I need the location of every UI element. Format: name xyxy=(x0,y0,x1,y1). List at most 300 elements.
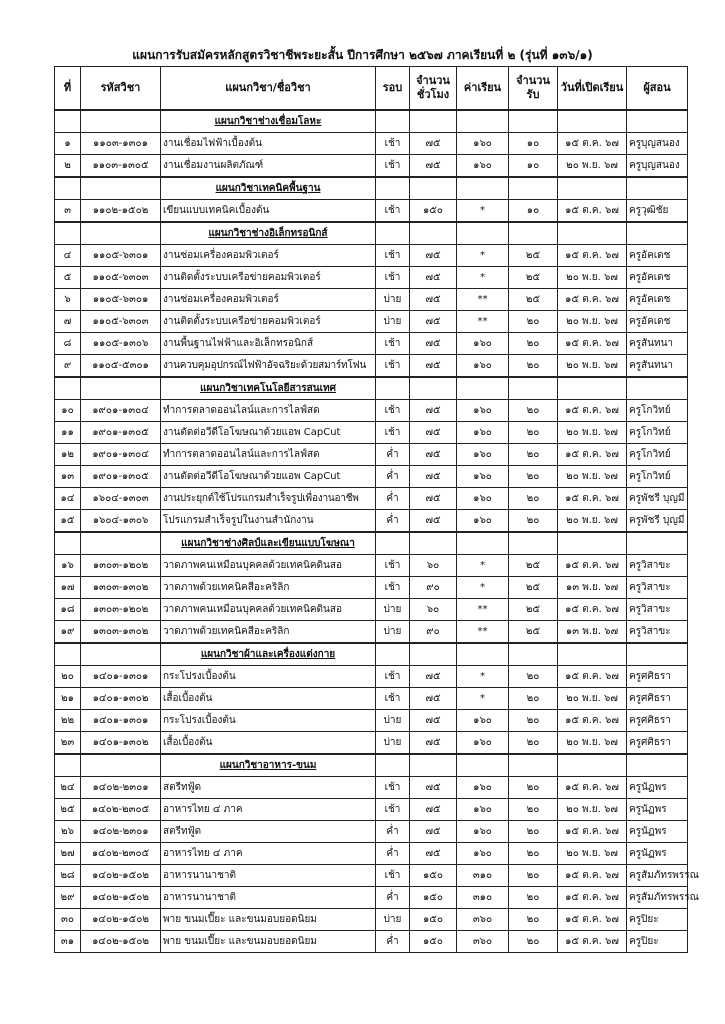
empty-cell xyxy=(55,643,81,666)
empty-cell xyxy=(457,532,509,555)
start-date: ๑๕ ต.ค. ๖๗ xyxy=(558,909,627,931)
course-code: ๑๔๐๒-๒๓๐๑ xyxy=(81,821,161,843)
hours: ๗๕ xyxy=(410,267,457,289)
row-number: ๒๔ xyxy=(55,777,81,799)
row-number: ๒๓ xyxy=(55,732,81,755)
course-name: ทำการตลาดออนไลน์และการไลฟ์สด xyxy=(161,400,376,422)
empty-cell xyxy=(55,177,81,200)
fee: ๑๖๐ xyxy=(457,333,509,355)
header-round: รอบ xyxy=(376,67,410,111)
course-code: ๑๔๐๒-๑๕๐๒ xyxy=(81,909,161,931)
session: เช้า xyxy=(376,777,410,799)
row-number: ๑๑ xyxy=(55,422,81,444)
empty-cell xyxy=(558,532,627,555)
session: ค่ำ xyxy=(376,843,410,865)
hours: ๑๕๐ xyxy=(410,200,457,223)
course-name: อาหารไทย ๔ ภาค xyxy=(161,843,376,865)
hours: ๗๕ xyxy=(410,333,457,355)
course-code: ๑๖๐๔-๑๓๐๓ xyxy=(81,488,161,510)
session: เช้า xyxy=(376,333,410,355)
row-number: ๑๔ xyxy=(55,488,81,510)
fee: ๑๖๐ xyxy=(457,799,509,821)
empty-cell xyxy=(509,532,558,555)
fee: ๓๑๐ xyxy=(457,887,509,909)
hours: ๗๕ xyxy=(410,843,457,865)
fee: ๑๖๐ xyxy=(457,466,509,488)
course-code: ๑๖๐๔-๑๓๐๖ xyxy=(81,510,161,533)
start-date: ๒๐ พ.ย. ๖๗ xyxy=(558,422,627,444)
row-number: ๑๘ xyxy=(55,599,81,621)
start-date: ๑๕ ต.ค. ๖๗ xyxy=(558,710,627,732)
hours: ๗๕ xyxy=(410,710,457,732)
seats: ๒๐ xyxy=(509,887,558,909)
header-no: ที่ xyxy=(55,67,81,111)
course-name: งานพื้นฐานไฟฟ้าและอิเล็กทรอนิกส์ xyxy=(161,333,376,355)
course-code: ๑๙๐๑-๑๓๐๕ xyxy=(81,466,161,488)
teacher: ครูอัคเดช xyxy=(627,311,688,333)
session: เช้า xyxy=(376,355,410,378)
session: ค่ำ xyxy=(376,466,410,488)
department-name: แผนกวิชาช่างเชื่อมโลหะ xyxy=(161,110,376,133)
table-body xyxy=(55,110,699,953)
course-name: งานซ่อมเครื่องคอมพิวเตอร์ xyxy=(161,245,376,267)
header-fee: ค่าเรียน xyxy=(457,67,509,111)
start-date: ๑๕ ต.ค. ๖๗ xyxy=(558,666,627,688)
seats: ๒๕ xyxy=(509,599,558,621)
hours: ๑๕๐ xyxy=(410,931,457,953)
teacher: ครูศศิธรา xyxy=(627,710,688,732)
session: บ่าย xyxy=(376,621,410,644)
fee: * xyxy=(457,200,509,223)
fee: ๑๖๐ xyxy=(457,422,509,444)
teacher: ครูสันทนา xyxy=(627,355,688,378)
start-date: ๑๕ ต.ค. ๖๗ xyxy=(558,400,627,422)
header-teacher: ผู้สอน xyxy=(627,67,688,111)
table-row xyxy=(55,688,688,710)
start-date: ๑๕ ต.ค. ๖๗ xyxy=(558,777,627,799)
session: ค่ำ xyxy=(376,444,410,466)
course-name: สตรีทฟู้ด xyxy=(161,821,376,843)
empty-cell xyxy=(457,377,509,400)
row-number: ๒๑ xyxy=(55,688,81,710)
empty-cell xyxy=(509,177,558,200)
fee: ๓๖๐ xyxy=(457,909,509,931)
session: เช้า xyxy=(376,422,410,444)
department-name: แผนกวิชาเทคโนโลยีสารสนเทศ xyxy=(161,377,376,400)
course-code: ๑๓๐๓-๑๓๐๒ xyxy=(81,577,161,599)
department-name: แผนกวิชาช่างอิเล็กทรอนิกส์ xyxy=(161,222,376,245)
department-header-row xyxy=(55,222,688,245)
table-row xyxy=(55,577,688,599)
row-number: ๒๗ xyxy=(55,843,81,865)
row-number: ๓๐ xyxy=(55,909,81,931)
empty-cell xyxy=(55,377,81,400)
hours: ๙๐ xyxy=(410,621,457,644)
hours: ๗๕ xyxy=(410,510,457,533)
fee: * xyxy=(457,267,509,289)
teacher: ครูวุฒิชัย xyxy=(627,200,688,223)
course-name: งานควบคุมอุปกรณ์ไฟฟ้าอัจฉริยะด้วยสมาร์ทโฟน xyxy=(161,355,376,378)
row-number: ๑๓ xyxy=(55,466,81,488)
table-row xyxy=(55,155,688,178)
course-name: เสื้อเบื้องต้น xyxy=(161,732,376,755)
hours: ๗๕ xyxy=(410,799,457,821)
empty-cell xyxy=(627,754,688,777)
course-name: วาดภาพคนเหมือนบุคคลด้วยเทคนิคดินสอ xyxy=(161,555,376,577)
session: เช้า xyxy=(376,245,410,267)
teacher: ครูอัคเดช xyxy=(627,245,688,267)
course-name: งานซ่อมเครื่องคอมพิวเตอร์ xyxy=(161,289,376,311)
start-date: ๑๕ ต.ค. ๖๗ xyxy=(558,333,627,355)
table-row xyxy=(55,422,688,444)
teacher: ครูอัคเดช xyxy=(627,267,688,289)
table-row xyxy=(55,621,688,644)
course-code: ๑๑๐๕-๖๓๐๓ xyxy=(81,311,161,333)
table-row xyxy=(55,267,688,289)
start-date: ๑๕ ต.ค. ๖๗ xyxy=(558,887,627,909)
empty-cell xyxy=(410,177,457,200)
department-header-row xyxy=(55,110,688,133)
teacher: ครูโกวิทย์ xyxy=(627,422,688,444)
start-date: ๑๕ ต.ค. ๖๗ xyxy=(558,289,627,311)
hours: ๗๕ xyxy=(410,821,457,843)
fee: * xyxy=(457,688,509,710)
hours: ๗๕ xyxy=(410,732,457,755)
start-date: ๒๐ พ.ย. ๖๗ xyxy=(558,732,627,755)
course-name: งานประยุกต์ใช้โปรแกรมสำเร็จรูปเพื่องานอาชีพ xyxy=(161,488,376,510)
session: เช้า xyxy=(376,555,410,577)
course-code: ๑๑๐๕-๖๓๐๓ xyxy=(81,267,161,289)
start-date: ๒๐ พ.ย. ๖๗ xyxy=(558,267,627,289)
table-row xyxy=(55,444,688,466)
teacher: ครูศศิธรา xyxy=(627,666,688,688)
fee: ** xyxy=(457,599,509,621)
hours: ๗๕ xyxy=(410,444,457,466)
row-number: ๓๑ xyxy=(55,931,81,953)
hours: ๗๕ xyxy=(410,688,457,710)
start-date: ๑๕ ต.ค. ๖๗ xyxy=(558,200,627,223)
table-row xyxy=(55,710,688,732)
seats: ๒๐ xyxy=(509,909,558,931)
empty-cell xyxy=(457,754,509,777)
course-name: เสื้อเบื้องต้น xyxy=(161,688,376,710)
hours: ๑๕๐ xyxy=(410,865,457,887)
course-name: งานติดตั้งระบบเครือข่ายคอมพิวเตอร์ xyxy=(161,311,376,333)
session: เช้า xyxy=(376,267,410,289)
table-row xyxy=(55,488,688,510)
teacher: ครูวิสาขะ xyxy=(627,599,688,621)
teacher: ครูนัฏพร xyxy=(627,843,688,865)
start-date: ๒๐ พ.ย. ๖๗ xyxy=(558,311,627,333)
hours: ๖๐ xyxy=(410,555,457,577)
row-number: ๑๒ xyxy=(55,444,81,466)
fee: ** xyxy=(457,289,509,311)
table-row xyxy=(55,909,688,931)
teacher: ครูพัชรี บุญมี xyxy=(627,488,688,510)
course-code: ๑๑๐๕-๑๓๐๖ xyxy=(81,333,161,355)
course-name: วาดภาพด้วยเทคนิคสีอะคริลิก xyxy=(161,621,376,644)
empty-cell xyxy=(558,643,627,666)
empty-cell xyxy=(81,177,161,200)
row-number: ๘ xyxy=(55,333,81,355)
fee: * xyxy=(457,555,509,577)
start-date: ๒๐ พ.ย. ๖๗ xyxy=(558,155,627,178)
empty-cell xyxy=(410,377,457,400)
row-number: ๑๖ xyxy=(55,555,81,577)
row-number: ๒๐ xyxy=(55,666,81,688)
course-code: ๑๙๐๑-๑๓๐๔ xyxy=(81,444,161,466)
course-name: งานเชื่อมงานผลิตภัณฑ์ xyxy=(161,155,376,178)
row-number: ๑ xyxy=(55,133,81,155)
start-date: ๑๓ พ.ย. ๖๗ xyxy=(558,577,627,599)
table-row xyxy=(55,133,688,155)
fee: ๑๖๐ xyxy=(457,843,509,865)
seats: ๒๐ xyxy=(509,710,558,732)
empty-cell xyxy=(81,754,161,777)
teacher: ครูศศิธรา xyxy=(627,688,688,710)
teacher: ครูนัฏพร xyxy=(627,799,688,821)
seats: ๒๐ xyxy=(509,422,558,444)
seats: ๒๐ xyxy=(509,510,558,533)
table-row xyxy=(55,400,688,422)
course-code: ๑๔๐๒-๑๕๐๒ xyxy=(81,887,161,909)
hours: ๗๕ xyxy=(410,245,457,267)
empty-cell xyxy=(558,110,627,133)
table-row xyxy=(55,510,688,533)
empty-cell xyxy=(627,110,688,133)
schedule-table xyxy=(54,66,699,953)
seats: ๒๕ xyxy=(509,577,558,599)
empty-cell xyxy=(376,643,410,666)
empty-cell xyxy=(81,377,161,400)
course-code: ๑๔๐๑-๑๓๐๑ xyxy=(81,666,161,688)
fee: ๑๖๐ xyxy=(457,444,509,466)
session: ค่ำ xyxy=(376,821,410,843)
teacher: ครูวิสาขะ xyxy=(627,621,688,644)
empty-cell xyxy=(627,177,688,200)
session: บ่าย xyxy=(376,311,410,333)
header-code: รหัสวิชา xyxy=(81,67,161,111)
seats: ๑๐ xyxy=(509,133,558,155)
teacher: ครูสัมภัทรพรรณ xyxy=(627,887,688,909)
row-number: ๕ xyxy=(55,267,81,289)
seats: ๒๕ xyxy=(509,245,558,267)
empty-cell xyxy=(55,110,81,133)
course-code: ๑๑๐๓-๑๓๐๕ xyxy=(81,155,161,178)
fee: ๑๖๐ xyxy=(457,732,509,755)
course-code: ๑๙๐๑-๑๓๐๕ xyxy=(81,422,161,444)
session: เช้า xyxy=(376,666,410,688)
fee: ๑๖๐ xyxy=(457,155,509,178)
seats: ๒๐ xyxy=(509,931,558,953)
department-name: แผนกวิชาผ้าและเครื่องแต่งกาย xyxy=(161,643,376,666)
course-name: เขียนแบบเทคนิคเบื้องต้น xyxy=(161,200,376,223)
table-row xyxy=(55,355,688,378)
department-name: แผนกวิชาเทคนิคพื้นฐาน xyxy=(161,177,376,200)
hours: ๗๕ xyxy=(410,400,457,422)
seats: ๒๕ xyxy=(509,621,558,644)
empty-cell xyxy=(376,110,410,133)
course-code: ๑๔๐๑-๑๓๐๒ xyxy=(81,688,161,710)
empty-cell xyxy=(457,177,509,200)
session: เช้า xyxy=(376,200,410,223)
table-row xyxy=(55,200,688,223)
start-date: ๑๕ ต.ค. ๖๗ xyxy=(558,245,627,267)
empty-cell xyxy=(376,754,410,777)
teacher: ครูศศิธรา xyxy=(627,732,688,755)
start-date: ๑๕ ต.ค. ๖๗ xyxy=(558,931,627,953)
department-header-row xyxy=(55,177,688,200)
session: บ่าย xyxy=(376,732,410,755)
hours: ๗๕ xyxy=(410,422,457,444)
empty-cell xyxy=(558,177,627,200)
empty-cell xyxy=(627,532,688,555)
fee: ๑๖๐ xyxy=(457,133,509,155)
fee: ๑๖๐ xyxy=(457,488,509,510)
seats: ๒๐ xyxy=(509,821,558,843)
row-number: ๑๙ xyxy=(55,621,81,644)
teacher: ครูวิสาขะ xyxy=(627,555,688,577)
start-date: ๒๐ พ.ย. ๖๗ xyxy=(558,466,627,488)
empty-cell xyxy=(410,643,457,666)
empty-cell xyxy=(558,377,627,400)
session: ค่ำ xyxy=(376,510,410,533)
empty-cell xyxy=(55,222,81,245)
start-date: ๑๕ ต.ค. ๖๗ xyxy=(558,599,627,621)
table-row xyxy=(55,311,688,333)
course-name: อาหารนานาชาติ xyxy=(161,887,376,909)
seats: ๒๐ xyxy=(509,355,558,378)
fee: ** xyxy=(457,311,509,333)
course-name: สตรีทฟู้ด xyxy=(161,777,376,799)
empty-cell xyxy=(457,222,509,245)
hours: ๙๐ xyxy=(410,577,457,599)
seats: ๒๐ xyxy=(509,666,558,688)
table-row xyxy=(55,555,688,577)
seats: ๒๕ xyxy=(509,555,558,577)
empty-cell xyxy=(627,222,688,245)
course-code: ๑๔๐๒-๒๓๐๕ xyxy=(81,799,161,821)
session: เช้า xyxy=(376,155,410,178)
session: เช้า xyxy=(376,577,410,599)
table-row xyxy=(55,887,688,909)
start-date: ๑๓ พ.ย. ๖๗ xyxy=(558,621,627,644)
table-row xyxy=(55,599,688,621)
seats: ๒๕ xyxy=(509,289,558,311)
course-code: ๑๔๐๒-๒๓๐๑ xyxy=(81,777,161,799)
course-name: วาดภาพด้วยเทคนิคสีอะคริลิก xyxy=(161,577,376,599)
empty-cell xyxy=(376,177,410,200)
empty-cell xyxy=(509,643,558,666)
teacher: ครูปิยะ xyxy=(627,931,688,953)
empty-cell xyxy=(558,754,627,777)
teacher: ครูโกวิทย์ xyxy=(627,466,688,488)
start-date: ๑๕ ต.ค. ๖๗ xyxy=(558,555,627,577)
session: เช้า xyxy=(376,133,410,155)
fee: ๑๖๐ xyxy=(457,777,509,799)
row-number: ๓ xyxy=(55,200,81,223)
fee: ๑๖๐ xyxy=(457,710,509,732)
session: เช้า xyxy=(376,400,410,422)
hours: ๗๕ xyxy=(410,777,457,799)
teacher: ครูอัคเดช xyxy=(627,289,688,311)
table-row xyxy=(55,245,688,267)
course-name: ทำการตลาดออนไลน์และการไลฟ์สด xyxy=(161,444,376,466)
seats: ๑๐ xyxy=(509,200,558,223)
row-number: ๒๕ xyxy=(55,799,81,821)
table-row xyxy=(55,466,688,488)
course-name: อาหารนานาชาติ xyxy=(161,865,376,887)
department-header-row xyxy=(55,377,688,400)
seats: ๒๐ xyxy=(509,843,558,865)
start-date: ๑๕ ต.ค. ๖๗ xyxy=(558,444,627,466)
hours: ๗๕ xyxy=(410,488,457,510)
course-name: พาย ขนมเปี๊ยะ และขนมอบยอดนิยม xyxy=(161,909,376,931)
seats: ๒๕ xyxy=(509,267,558,289)
hours: ๗๕ xyxy=(410,133,457,155)
start-date: ๒๐ พ.ย. ๖๗ xyxy=(558,843,627,865)
course-name: วาดภาพคนเหมือนบุคคลด้วยเทคนิคดินสอ xyxy=(161,599,376,621)
empty-cell xyxy=(410,110,457,133)
course-code: ๑๔๐๒-๑๕๐๒ xyxy=(81,931,161,953)
empty-cell xyxy=(509,754,558,777)
empty-cell xyxy=(558,222,627,245)
row-number: ๑๗ xyxy=(55,577,81,599)
course-name: งานเชื่อมไฟฟ้าเบื้องต้น xyxy=(161,133,376,155)
row-number: ๔ xyxy=(55,245,81,267)
empty-cell xyxy=(81,643,161,666)
teacher: ครูโกวิทย์ xyxy=(627,444,688,466)
row-number: ๒๒ xyxy=(55,710,81,732)
table-row xyxy=(55,666,688,688)
empty-cell xyxy=(509,222,558,245)
start-date: ๑๕ ต.ค. ๖๗ xyxy=(558,488,627,510)
hours: ๗๕ xyxy=(410,311,457,333)
department-name: แผนกวิชาอาหาร-ขนม xyxy=(161,754,376,777)
seats: ๒๐ xyxy=(509,865,558,887)
course-code: ๑๔๐๑-๑๓๐๒ xyxy=(81,732,161,755)
start-date: ๑๕ ต.ค. ๖๗ xyxy=(558,821,627,843)
row-number: ๒ xyxy=(55,155,81,178)
table-row xyxy=(55,931,688,953)
start-date: ๑๕ ต.ค. ๖๗ xyxy=(558,865,627,887)
seats: ๒๐ xyxy=(509,488,558,510)
empty-cell xyxy=(410,222,457,245)
start-date: ๒๐ พ.ย. ๖๗ xyxy=(558,510,627,533)
course-code: ๑๑๐๕-๕๓๐๑ xyxy=(81,355,161,378)
course-code: ๑๔๐๒-๒๓๐๕ xyxy=(81,843,161,865)
session: บ่าย xyxy=(376,599,410,621)
table-row xyxy=(55,333,688,355)
course-code: ๑๑๐๕-๖๓๐๑ xyxy=(81,245,161,267)
row-number: ๒๙ xyxy=(55,887,81,909)
teacher: ครูบุญสนอง xyxy=(627,155,688,178)
session: ค่ำ xyxy=(376,488,410,510)
hours: ๗๕ xyxy=(410,289,457,311)
teacher: ครูสันทนา xyxy=(627,333,688,355)
row-number: ๙ xyxy=(55,355,81,378)
row-number: ๒๖ xyxy=(55,821,81,843)
table-row xyxy=(55,732,688,755)
hours: ๑๕๐ xyxy=(410,887,457,909)
hours: ๗๕ xyxy=(410,355,457,378)
seats: ๒๐ xyxy=(509,777,558,799)
session: บ่าย xyxy=(376,710,410,732)
seats: ๒๐ xyxy=(509,799,558,821)
table-row xyxy=(55,777,688,799)
empty-cell xyxy=(410,754,457,777)
teacher: ครูพัชรี บุญมี xyxy=(627,510,688,533)
